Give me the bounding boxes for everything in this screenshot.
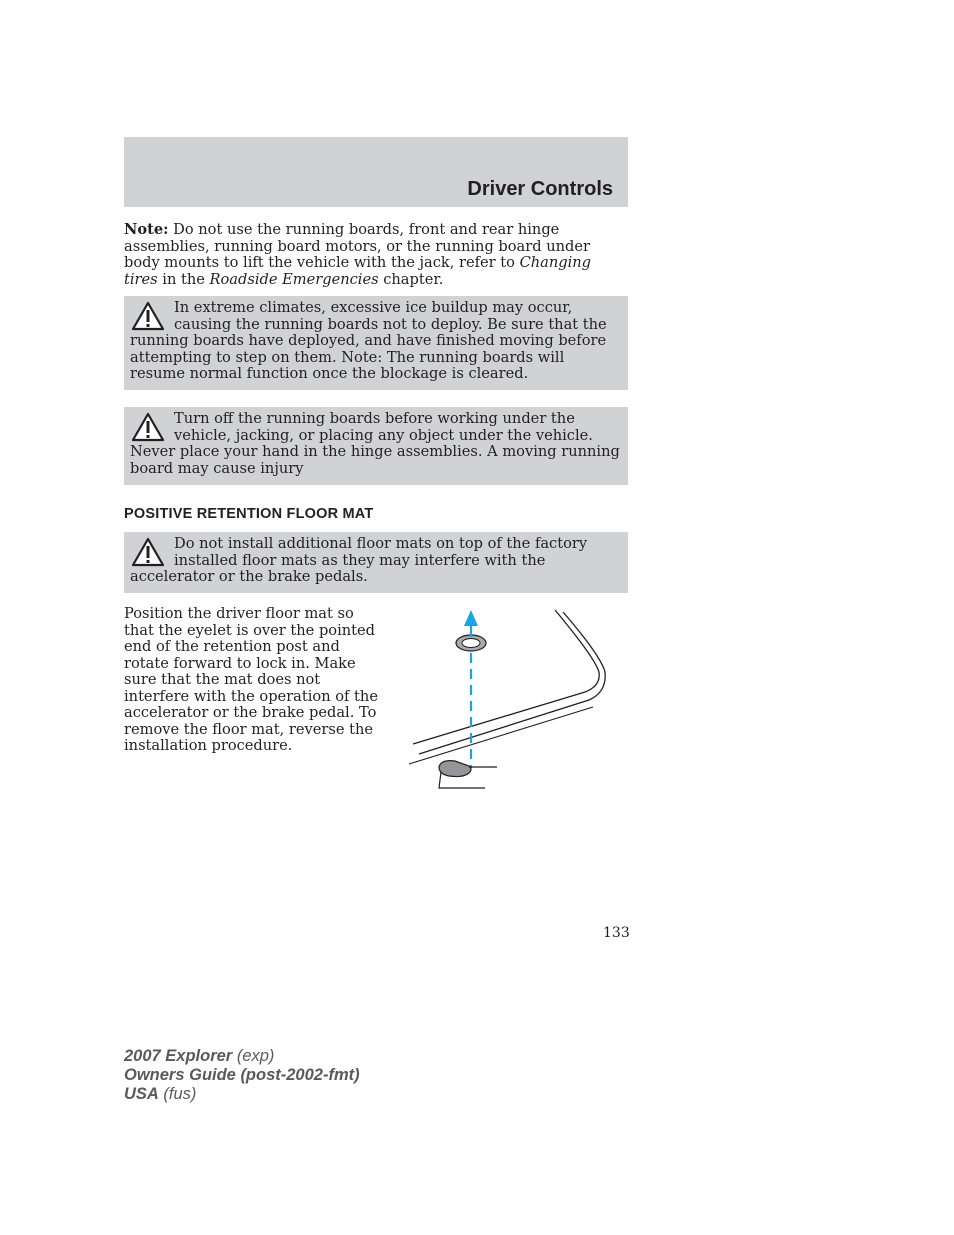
footer-market: USA (124, 1085, 159, 1103)
note-text-2: in the (157, 270, 210, 288)
warning-box-hinge (124, 407, 628, 485)
footer-line-1 (124, 1047, 360, 1066)
footer-model: 2007 Explorer (124, 1047, 233, 1065)
footer-guide: Owners Guide (post-2002-fmt) (124, 1066, 360, 1084)
section-heading: POSITIVE RETENTION FLOOR MAT (124, 506, 374, 522)
floor-mat-illustration (405, 606, 615, 796)
note-text-3: chapter. (378, 270, 444, 288)
footer (124, 1047, 360, 1104)
note-ref-changing-tires: Changing tires (124, 254, 591, 288)
note-paragraph (124, 222, 624, 288)
note-ref-roadside-emergencies: Roadside Emergencies (209, 270, 379, 288)
header-title: Driver Controls (467, 178, 613, 200)
warning-text: Do not install additional floor mats on top of the factory installed floor mats as they may interfere with the accelerator or the brake pedals. (130, 535, 588, 585)
page-number: 133 (603, 925, 630, 941)
warning-triangle-icon (131, 537, 165, 567)
warning-box-ice (124, 296, 628, 390)
note-text-1: Do not use the running boards, front and rear hinge assemblies, running board motors, or the running board under body mounts to lift the vehicle with the jack, refer to (124, 221, 590, 271)
warning-text: In extreme climates, excessive ice buildup may occur, causing the running boards not to deploy. Be sure that the running boards have deployed, and have finished moving before attempting to step on them. Note: The running boards will resume normal function once the blockage is cleared. (130, 299, 607, 382)
warning-box-floor-mat (124, 532, 628, 593)
footer-line-2 (124, 1066, 360, 1085)
body-paragraph: Position the driver floor mat so that the eyelet is over the pointed end of the retention post and rotate forward to lock in. Make sure that the mat does not interfere with the operation of the accelerator or the brake pedal. To remove the floor mat, reverse the installation procedure. (124, 605, 378, 754)
warning-text: Turn off the running boards before working under the vehicle, jacking, or placing any object under the vehicle. Never place your hand in the hinge assemblies. A moving running board may cause injury (130, 410, 620, 477)
note-label: Note: (124, 221, 169, 238)
footer-line-3 (124, 1085, 360, 1104)
warning-triangle-icon (131, 412, 165, 442)
warning-triangle-icon (131, 301, 165, 331)
footer-model-code: (exp) (232, 1047, 275, 1065)
footer-market-code: (fus) (158, 1085, 197, 1103)
section-header (124, 137, 628, 207)
